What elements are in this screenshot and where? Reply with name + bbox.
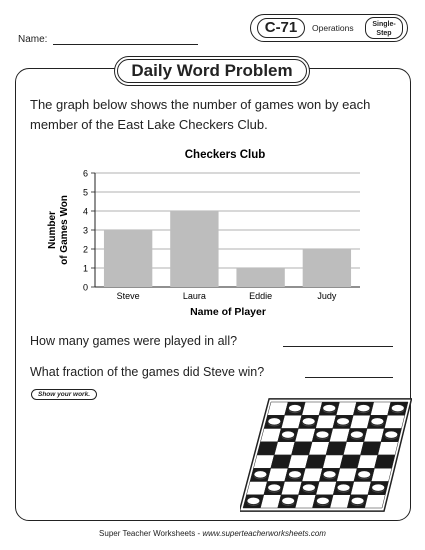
checker-piece xyxy=(358,471,371,478)
x-tick-label: Judy xyxy=(317,291,337,301)
checker-piece xyxy=(302,484,315,491)
question-2: What fraction of the games did Steve win? xyxy=(30,365,265,379)
chart-title: Checkers Club xyxy=(184,149,266,161)
board-square xyxy=(371,468,392,481)
checker-piece xyxy=(385,431,398,438)
board-square xyxy=(365,495,386,508)
checker-piece xyxy=(282,497,295,504)
checker-piece xyxy=(268,484,281,491)
checker-piece xyxy=(351,497,364,504)
board-square xyxy=(343,442,364,455)
footer-url[interactable]: www.superteacherworksheets.com xyxy=(202,529,326,538)
name-field[interactable] xyxy=(53,44,198,45)
checker-piece xyxy=(268,418,281,425)
checker-piece xyxy=(391,405,404,412)
footer-prefix: Super Teacher Worksheets - xyxy=(99,529,203,538)
checker-piece xyxy=(288,405,301,412)
checker-piece xyxy=(288,471,301,478)
board-square xyxy=(378,442,399,455)
level-line-2: Step xyxy=(376,30,392,37)
y-tick-label: 3 xyxy=(82,225,88,236)
bar-chart xyxy=(40,143,370,323)
y-tick-label: 0 xyxy=(82,282,88,293)
y-tick-label: 2 xyxy=(82,244,88,255)
board-square xyxy=(357,455,378,468)
show-work-badge: Show your work. xyxy=(31,389,97,400)
checker-piece xyxy=(337,418,350,425)
board-square xyxy=(330,495,351,508)
checker-piece xyxy=(350,431,363,438)
checker-piece xyxy=(254,471,267,478)
x-tick-label: Steve xyxy=(116,291,140,301)
name-label: Name: xyxy=(18,34,48,45)
y-tick-label: 5 xyxy=(82,187,88,198)
y-tick-label: 6 xyxy=(82,168,88,179)
y-axis-label-line-1: Number xyxy=(47,211,58,249)
problem-intro: The graph below shows the number of games won by each member of the East Lake Checkers Club. xyxy=(30,97,371,132)
board-square xyxy=(351,482,372,495)
board-square xyxy=(350,415,371,428)
checker-piece xyxy=(282,431,295,438)
answer-line-2[interactable] xyxy=(305,377,393,378)
board-square xyxy=(337,468,358,481)
x-axis-label: Name of Player xyxy=(190,306,266,318)
checker-piece xyxy=(323,405,336,412)
category-label: Operations xyxy=(312,23,354,33)
checker-piece xyxy=(316,497,329,504)
board-square xyxy=(370,402,390,415)
y-axis-label-line-2: of Games Won xyxy=(59,195,70,265)
y-tick-label: 1 xyxy=(82,263,88,274)
board-square xyxy=(374,455,395,468)
x-tick-label: Laura xyxy=(182,291,206,301)
bar-eddie xyxy=(236,268,284,287)
checker-piece xyxy=(371,418,384,425)
board-square xyxy=(384,415,404,428)
x-tick-labels xyxy=(117,291,337,301)
checkerboard-illustration xyxy=(240,396,412,512)
checker-piece xyxy=(372,484,385,491)
checker-piece xyxy=(357,405,370,412)
y-tick-labels xyxy=(83,169,88,293)
worksheet-code: C-71 xyxy=(257,18,305,38)
checker-piece xyxy=(337,484,350,491)
level-line-1: Single- xyxy=(372,21,396,28)
checker-piece xyxy=(247,497,260,504)
checker-piece xyxy=(302,418,315,425)
level-badge xyxy=(365,17,403,39)
board-square xyxy=(316,482,337,495)
y-tick-label: 4 xyxy=(82,206,88,217)
footer xyxy=(0,529,425,538)
page-title: Daily Word Problem xyxy=(117,59,307,83)
answer-line-1[interactable] xyxy=(283,346,393,347)
question-1: How many games were played in all? xyxy=(30,334,238,348)
board-square xyxy=(361,442,382,455)
bar-laura xyxy=(170,211,218,287)
bar-judy xyxy=(303,249,351,287)
x-tick-label: Eddie xyxy=(249,291,273,301)
checker-piece xyxy=(316,431,329,438)
checker-piece xyxy=(323,471,336,478)
bar-steve xyxy=(104,230,152,287)
board-square xyxy=(364,429,385,442)
board-square xyxy=(340,455,361,468)
